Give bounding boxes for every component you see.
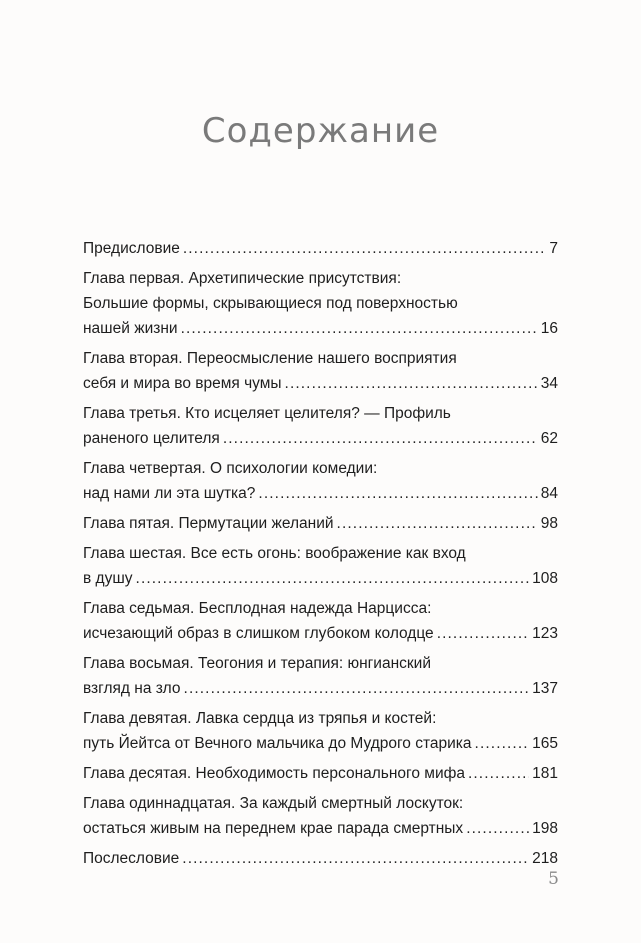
- toc-entry-line: [83, 816, 558, 841]
- toc-entry-title-line: Большие формы, скрывающиеся под поверхностью: [83, 295, 458, 312]
- toc-entry-title-line: Глава третья. Кто исцеляет целителя? — Профиль: [83, 405, 451, 422]
- toc-entry-line: [83, 761, 558, 786]
- toc-entry-title: взгляд на зло: [83, 680, 181, 697]
- toc-entry: [83, 791, 558, 841]
- dot-leader: [337, 511, 538, 536]
- toc-entry-line: [83, 621, 558, 646]
- dot-leader: [183, 236, 547, 261]
- toc-entry-title-line: Глава восьмая. Теогония и терапия: юнгианский: [83, 655, 431, 672]
- toc-entry-title: нашей жизни: [83, 320, 178, 337]
- dot-leader: [437, 621, 529, 646]
- toc-entry: [83, 846, 558, 871]
- dot-leader: [223, 426, 538, 451]
- toc-entry-title: раненого целителя: [83, 430, 220, 447]
- toc-entry: [83, 236, 558, 261]
- dot-leader: [182, 846, 529, 871]
- toc-entry: [83, 456, 558, 506]
- page-number: 5: [548, 869, 559, 889]
- toc-entry: [83, 266, 558, 341]
- toc-entry: [83, 541, 558, 591]
- toc-entry-title-line: Глава одиннадцатая. За каждый смертный лоскуток:: [83, 795, 464, 812]
- toc-entry-title-line: Глава четвертая. О психологии комедии:: [83, 460, 378, 477]
- dot-leader: [466, 816, 529, 841]
- toc-page-number: 84: [540, 485, 558, 502]
- toc-entry-title: путь Йейтса от Вечного мальчика до Мудрого старика: [83, 735, 472, 752]
- toc-entry: [83, 596, 558, 646]
- toc-page-number: 108: [532, 570, 558, 587]
- toc-entry-title: в душу: [83, 570, 133, 587]
- toc-entry: [83, 651, 558, 701]
- toc-entry-line: [83, 371, 558, 396]
- toc-page-number: 7: [549, 240, 558, 257]
- toc-entry-line: [83, 511, 558, 536]
- toc-entry-title: Глава десятая. Необходимость персонального мифа: [83, 765, 465, 782]
- toc-page-number: 137: [532, 680, 558, 697]
- toc-entry: [83, 706, 558, 756]
- toc-page-number: 198: [532, 820, 558, 837]
- toc-entry: [83, 401, 558, 451]
- toc-entry-title-line: Глава девятая. Лавка сердца из тряпья и костей:: [83, 710, 437, 727]
- toc-entry-title: над нами ли эта шутка?: [83, 485, 256, 502]
- table-of-contents: [83, 236, 558, 876]
- dot-leader: [258, 481, 537, 506]
- toc-page-number: 218: [532, 850, 558, 867]
- page-title: Содержание: [201, 111, 440, 151]
- toc-entry-title: остаться живым на переднем крае парада смертных: [83, 820, 464, 837]
- toc-entry-title: исчезающий образ в слишком глубоком колодце: [83, 625, 434, 642]
- toc-page-number: 16: [540, 320, 558, 337]
- toc-page-number: 34: [540, 375, 558, 392]
- toc-page-number: 62: [540, 430, 558, 447]
- toc-page-number: 98: [540, 515, 558, 532]
- toc-entry-line: [83, 566, 558, 591]
- toc-page-number: 165: [532, 735, 558, 752]
- toc-entry: [83, 761, 558, 786]
- dot-leader: [181, 316, 538, 341]
- toc-page-number: 181: [532, 765, 558, 782]
- toc-entry-line: [83, 481, 558, 506]
- toc-entry-title: себя и мира во время чумы: [83, 375, 282, 392]
- toc-entry-line: [83, 316, 558, 341]
- dot-leader: [184, 676, 530, 701]
- toc-entry-title-line: Глава седьмая. Бесплодная надежда Нарцисса:: [83, 600, 432, 617]
- toc-entry-line: [83, 676, 558, 701]
- toc-entry-line: [83, 731, 558, 756]
- dot-leader: [285, 371, 538, 396]
- toc-entry-title-line: Глава шестая. Все есть огонь: воображение как вход: [83, 545, 466, 562]
- toc-entry: [83, 346, 558, 396]
- toc-entry-title: Послесловие: [83, 850, 180, 867]
- toc-entry-line: [83, 236, 558, 261]
- dot-leader: [475, 731, 530, 756]
- toc-entry-line: [83, 426, 558, 451]
- toc-entry-line: [83, 846, 558, 871]
- toc-entry-title: Предисловие: [83, 240, 180, 257]
- dot-leader: [136, 566, 530, 591]
- toc-entry-title-line: Глава вторая. Переосмысление нашего восприятия: [83, 350, 457, 367]
- toc-entry-title: Глава пятая. Пермутации желаний: [83, 515, 334, 532]
- toc-page-number: 123: [532, 625, 558, 642]
- toc-entry: [83, 511, 558, 536]
- dot-leader: [468, 761, 529, 786]
- toc-entry-title-line: Глава первая. Архетипические присутствия:: [83, 270, 402, 287]
